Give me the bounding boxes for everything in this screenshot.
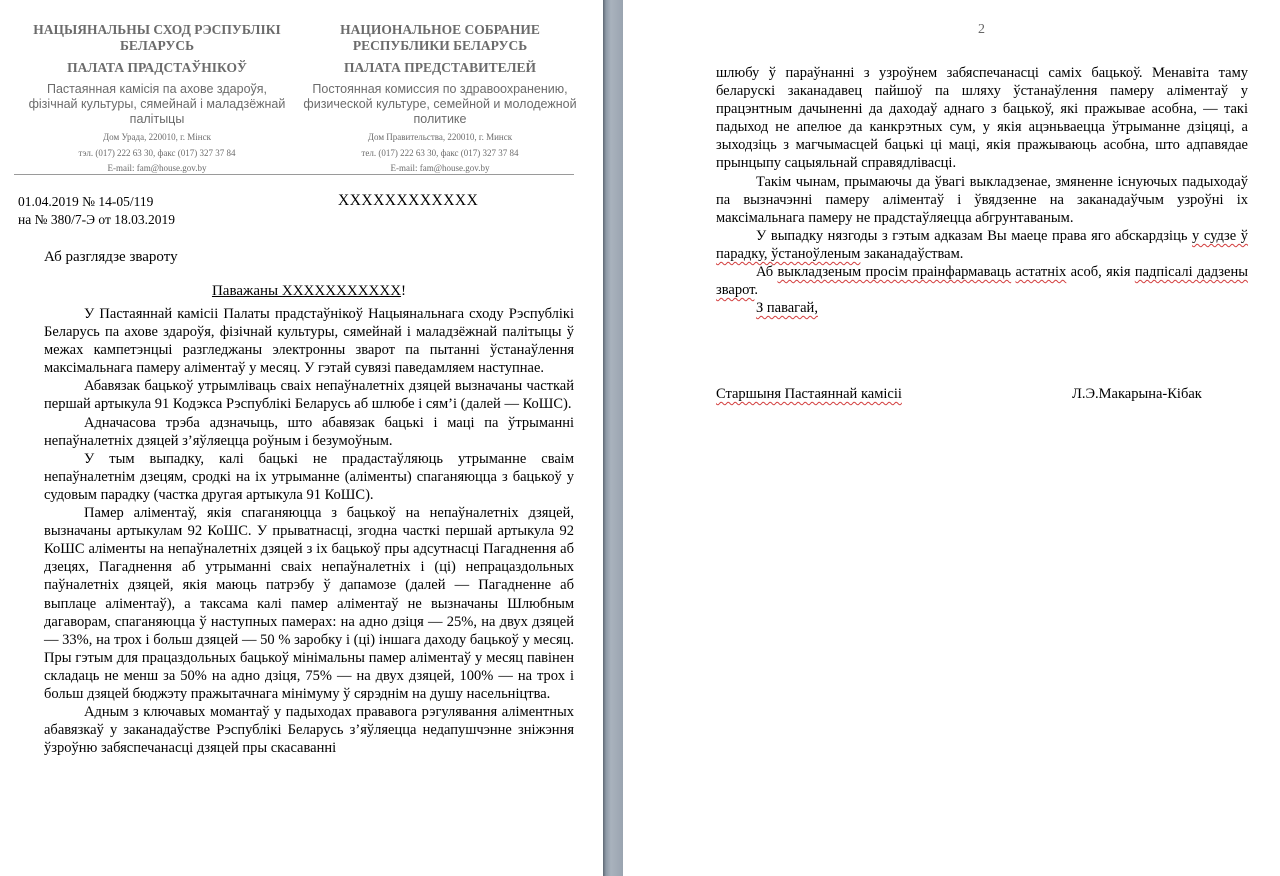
subject-line: Аб разглядзе звароту bbox=[44, 249, 178, 265]
text-run: У выпадку нязгоды з гэтым адказам Вы маеце права яго абскардзіць bbox=[756, 227, 1193, 244]
phone-be: тэл. (017) 222 63 30, факс (017) 327 37 84 bbox=[78, 147, 236, 158]
text-run: . bbox=[754, 282, 758, 299]
document-page-1 bbox=[0, 0, 603, 876]
spellcheck-flagged-text[interactable]: астатніх bbox=[1015, 264, 1067, 281]
signature-position bbox=[716, 386, 902, 403]
text-run: асоб, якія bbox=[1066, 264, 1135, 281]
letterhead-russian bbox=[300, 22, 580, 174]
document-page-2 bbox=[623, 0, 1280, 876]
address-ru: Дом Правительства, 220010, г. Минск bbox=[367, 132, 513, 142]
paragraph: Памер аліментаў, якія спаганяюцца з бацькоў на непаўналетніх дзяцей, вызначаны артыкулам 92 КоШС. У прыватнасці, згодна часткі першай артыкула 92 КоШС аліменты на непаўналетніх дзяцей з іх бацькоў пры адсутнасці Пагаднення аб дзецях, Пагаднення аб утрыманні сваіх непаўналетніх і (ці) непрацаздольных паўналетніх дзяцей, якія маюць патрэбу ў дапамозе (далей — Пагадненне аб выплаце аліментаў), а таксама калі памер аліментаў не вызначаны Шлюбным дагаворам, спаганяюцца ў наступных памерах: на адно дзіця — 25%, на двух дзяцей — 33%, на трох і больш дзяцей — 50 % заробку і (ці) іншага даходу бацькоў у месяц. Пры гэтым для працаздольных бацькоў мінімальны памер аліментаў у месяц павінен складаць не менш за 50% на адно дзіця, 75% — на двух дзяцей, 100% — на трох і больш дзяцей бюджэту пражытачнага мінімуму ў сярэднім на душу насельніцтва. bbox=[44, 505, 574, 702]
text-run: заканадаўствам. bbox=[860, 245, 964, 262]
spellcheck-flagged-text[interactable]: у судзе ў парадку, ўстаноўленым bbox=[716, 227, 1248, 262]
paragraph: Адным з ключавых момантаў у падыходах прававога рэгулявання аліментных абавязкаў у заканадаўстве Рэспублікі Беларусь з’яўляецца недапушчэнне зніжэння ўзроўню забяспечанасці дзяцей пры скасаванні bbox=[44, 704, 574, 757]
outgoing-number: 01.04.2019 № 14-05/119 bbox=[18, 194, 154, 209]
signature-name: Л.Э.Макарына-Кібак bbox=[1072, 386, 1202, 402]
page1-body bbox=[44, 305, 574, 757]
letterhead-divider bbox=[14, 174, 574, 175]
org-name-ru: НАЦИОНАЛЬНОЕ СОБРАНИЕ РЕСПУБЛИКИ БЕЛАРУСЬ bbox=[340, 22, 540, 53]
spellcheck-flagged-text[interactable]: падпісалі дадзены зварот bbox=[716, 264, 1248, 299]
paragraph: Адначасова трэба адзначыць, што абавязак бацькі і маці па ўтрыманні непаўналетніх дзяцей з’яўляецца роўным і безумоўным. bbox=[44, 414, 574, 449]
spellcheck-flagged-text[interactable]: выкладзеным просім праінфармаваць bbox=[777, 264, 1012, 281]
closing-text[interactable]: З павагай, bbox=[756, 300, 818, 317]
page2-body bbox=[716, 64, 1248, 317]
paragraph: Абавязак бацькоў утрымліваць сваіх непаўналетніх дзяцей вызначаны часткай першай артыкула 91 Кодэкса Рэспублікі Беларусь аб шлюбе і сям’і (далей — КоШС). bbox=[44, 378, 574, 413]
salutation-text: Паважаны ХХХХХХХХХХХ bbox=[211, 283, 402, 299]
paragraph: У тым выпадку, калі бацькі не прадастаўляюць утрыманне сваім непаўналетнім дзецям, сродкі на іх утрыманне (аліменты) спаганяюцца з бацькоў у судовым парадку (частка другая артыкула 91 КоШС). bbox=[44, 450, 574, 503]
salutation bbox=[44, 283, 574, 300]
paragraph bbox=[716, 263, 1248, 299]
salutation-punct: ! bbox=[401, 283, 407, 299]
paragraph: шлюбу ў параўнанні з узроўнем забяспечанасці саміх бацькоў. Менавіта таму беларускі заканадавец пайшоў па шляху ўстанаўлення памеру аліментаў у працэнтным дачыненні да даходаў аднаго з бацькоў, які пражывае асобна, — такі падыход не апелюе да канкрэтных сум, у якія ацэньваецца ўтрыманне дзіцяці, а зыходзіць з магчымасцей бацькі ці маці, якія пражываюць асобна, што адпавядае прынцыпу сацыяльнай справядлівасці. bbox=[716, 65, 1248, 172]
chamber-name-ru: ПАЛАТА ПРЕДСТАВИТЕЛЕЙ bbox=[343, 60, 537, 75]
closing bbox=[716, 299, 1248, 317]
commission-name-be: Пастаянная камісія па ахове здароўя, фізічнай культуры, сямейнай і маладзёжнай палітыцы bbox=[28, 82, 286, 126]
recipient: ХХХХХХХХХХХХ bbox=[338, 192, 479, 209]
page-separator bbox=[603, 0, 623, 876]
paragraph: У Пастаяннай камісіі Палаты прадстаўнікоў Нацыянальнага сходу Рэспублікі Беларусь па ахове здароўя, фізічнай культуры, сямейнай і маладзёжнай палітыцы ў межах кампетэнцыі разгледжаны электронны зварот па пытанні ўстанаўлення максімальнага памеру аліментаў у месяц. У гэтай сувязі паведамляем наступнае. bbox=[44, 306, 574, 377]
email-ru: E-mail: fam@house.gov.by bbox=[390, 163, 490, 173]
org-name-be: НАЦЫЯНАЛЬНЫ СХОД РЭСПУБЛІКІ БЕЛАРУСЬ bbox=[33, 22, 281, 53]
commission-name-ru: Постоянная комиссия по здравоохранению, физической культуре, семейной и молодежной политике bbox=[303, 82, 577, 126]
text-run: Аб bbox=[756, 264, 778, 281]
letterhead-belarusian bbox=[22, 22, 292, 174]
signature-position-text[interactable]: Старшыня Пастаяннай камісіі bbox=[716, 386, 902, 402]
email-be: E-mail: fam@house.gov.by bbox=[107, 163, 207, 173]
paragraph bbox=[716, 227, 1248, 263]
paragraph: Такім чынам, прымаючы да ўвагі выкладзенае, змяненне існуючых падыходаў па вызначэнні памеру аліментаў і ўвядзенне на заканадаўчым узроўні іх максімальнага памеру не прадстаўляецца абгрунтаваным. bbox=[716, 173, 1248, 226]
phone-ru: тел. (017) 222 63 30, факс (017) 327 37 84 bbox=[361, 147, 519, 158]
address-be: Дом Урада, 220010, г. Мінск bbox=[103, 132, 211, 142]
incoming-reference: на № 380/7-Э от 18.03.2019 bbox=[18, 212, 175, 227]
chamber-name-be: ПАЛАТА ПРАДСТАЎНІКОЎ bbox=[67, 60, 247, 75]
page-number: 2 bbox=[978, 22, 985, 37]
